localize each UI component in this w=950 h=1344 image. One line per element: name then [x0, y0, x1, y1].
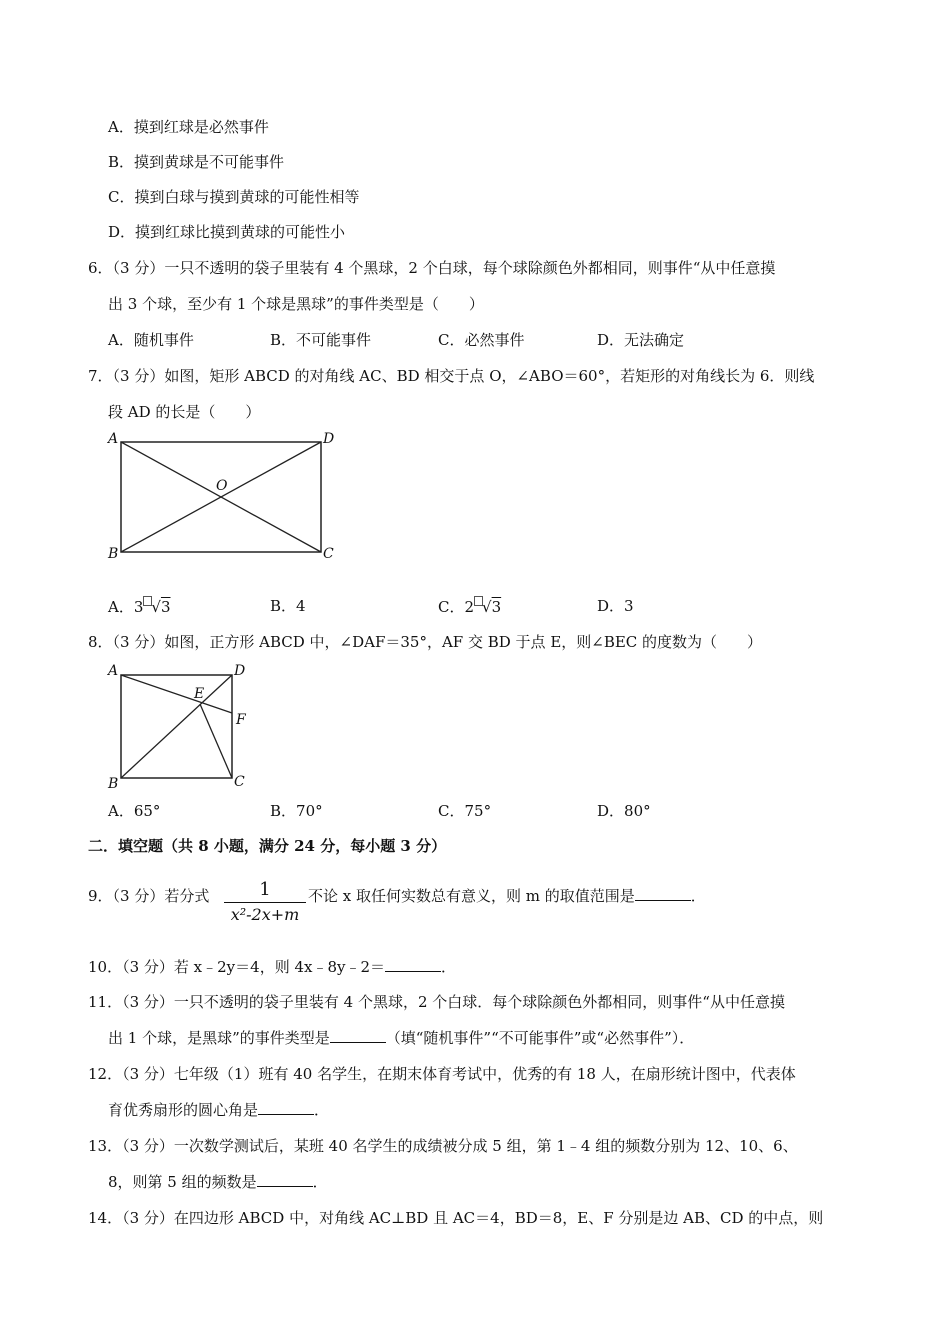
q7-rectangle-figure [100, 428, 340, 568]
q8-square-figure [100, 658, 260, 793]
segment-ec [200, 704, 232, 778]
q11-answer-blank[interactable] [330, 1028, 386, 1043]
q7-option-d: D．3 [597, 597, 634, 615]
q13-answer-blank[interactable] [257, 1172, 313, 1187]
q7-option-c [438, 596, 501, 617]
label-a: A [108, 431, 119, 447]
q12-stem-line2 [108, 1100, 329, 1120]
q12-answer-blank[interactable] [258, 1100, 314, 1115]
q8-option-c: C．75° [438, 802, 492, 820]
label-b: B [108, 546, 119, 562]
label-c: C [323, 546, 334, 562]
q11-stem-line2 [108, 1028, 694, 1048]
q7-stem-line1: 7．（3 分）如图，矩形 ABCD 的对角线 AC、BD 相交于点 O，∠ABO＝60°，若矩形的对角线长为 6．则线 [88, 367, 815, 385]
q8-option-a: A．65° [108, 802, 161, 820]
q14-stem-line1: 14．（3 分）在四边形 ABCD 中，对角线 AC⊥BD 且 AC＝4，BD＝8，E、F 分别是边 AB、CD 的中点，则 [88, 1209, 824, 1227]
q9-fraction [224, 878, 306, 927]
q5-option-c: C．摸到白球与摸到黄球的可能性相等 [108, 188, 360, 206]
q9-end: ． [690, 887, 706, 905]
q10-answer-blank[interactable] [385, 957, 441, 972]
q7-option-c-prefix: C．2 [438, 598, 475, 616]
q7-option-a-prefix: A．3 [108, 598, 144, 616]
q10-stem [88, 957, 456, 977]
q10-text: 10．（3 分）若 x﹣2y＝4，则 4x﹣8y﹣2＝ [88, 958, 386, 976]
label-e: E [194, 686, 205, 702]
q8-option-b: B．70° [270, 802, 323, 820]
q9-prefix: 9．（3 分）若分式 [88, 887, 210, 905]
q7-stem-line2: 段 AD 的长是（ ） [108, 403, 261, 421]
q12-stem-line1: 12．（3 分）七年级（1）班有 40 名学生，在期末体育考试中，优秀的有 18 人，在扇形统计图中，代表体 [88, 1065, 796, 1083]
q7-option-a-radicand: 3 [160, 598, 171, 616]
q9-numerator: 1 [224, 878, 306, 903]
q11-stem-line1: 11．（3 分）一只不透明的袋子里装有 4 个黑球，2 个白球．每个球除颜色外都相同，则事件“从中任意摸 [88, 993, 785, 1011]
q7-option-b: B．4 [270, 597, 306, 615]
segment-af [121, 675, 232, 713]
q9-suffix [308, 886, 706, 906]
q5-option-a: A．摸到红球是必然事件 [108, 118, 269, 136]
q8-option-d: D．80° [597, 802, 651, 820]
q6-stem-line2: 出 3 个球，至少有 1 个球是黑球”的事件类型是（ ） [108, 295, 484, 313]
q6-option-c: C．必然事件 [438, 331, 525, 349]
label-d: D [234, 663, 246, 679]
q6-option-a: A．随机事件 [108, 331, 194, 349]
label-a: A [108, 663, 119, 679]
q5-option-d: D．摸到红球比摸到黄球的可能性小 [108, 223, 346, 241]
q7-option-c-radicand: 3 [491, 598, 502, 616]
q9-denominator: x²-2x+m [230, 905, 300, 924]
label-o: O [216, 478, 228, 494]
q6-option-d: D．无法确定 [597, 331, 685, 349]
q7-option-a [108, 596, 171, 617]
q6-stem-line1: 6．（3 分）一只不透明的袋子里装有 4 个黑球，2 个白球，每个球除颜色外都相同，则事件“从中任意摸 [88, 259, 776, 277]
label-d: D [323, 431, 335, 447]
label-b: B [108, 776, 119, 792]
q13-stem-line2 [108, 1172, 328, 1192]
label-f: F [236, 712, 246, 728]
q13-end: ． [312, 1173, 328, 1191]
q10-end: ． [441, 958, 457, 976]
diagonal-bd [121, 675, 232, 778]
sqrt-icon: √3 [143, 596, 170, 617]
q8-stem-line1: 8．（3 分）如图，正方形 ABCD 中，∠DAF＝35°，AF 交 BD 于点 E，则∠BEC 的度数为（ ） [88, 633, 763, 651]
label-c: C [234, 774, 245, 790]
section-heading: 二．填空题（共 8 小题，满分 24 分，每小题 3 分） [88, 837, 447, 855]
q12-line2-text: 育优秀扇形的圆心角是 [108, 1101, 259, 1119]
q9-suffix-text: 不论 x 取任何实数总有意义，则 m 的取值范围是 [308, 887, 635, 905]
sqrt-icon: √3 [474, 596, 501, 617]
q6-option-b: B．不可能事件 [270, 331, 372, 349]
q5-option-b: B．摸到黄球是不可能事件 [108, 153, 285, 171]
q13-stem-line1: 13．（3 分）一次数学测试后，某班 40 名学生的成绩被分成 5 组，第 1﹣4 组的频数分别为 12、10、6、 [88, 1137, 798, 1155]
q9-answer-blank[interactable] [635, 886, 691, 901]
q13-line2-text: 8，则第 5 组的频数是 [108, 1173, 257, 1191]
q12-end: ． [314, 1101, 330, 1119]
q11-line2-a: 出 1 个球，是黑球”的事件类型是 [108, 1029, 330, 1047]
q11-line2-b: （填“随机事件”“不可能事件”或“必然事件”）． [385, 1029, 695, 1047]
